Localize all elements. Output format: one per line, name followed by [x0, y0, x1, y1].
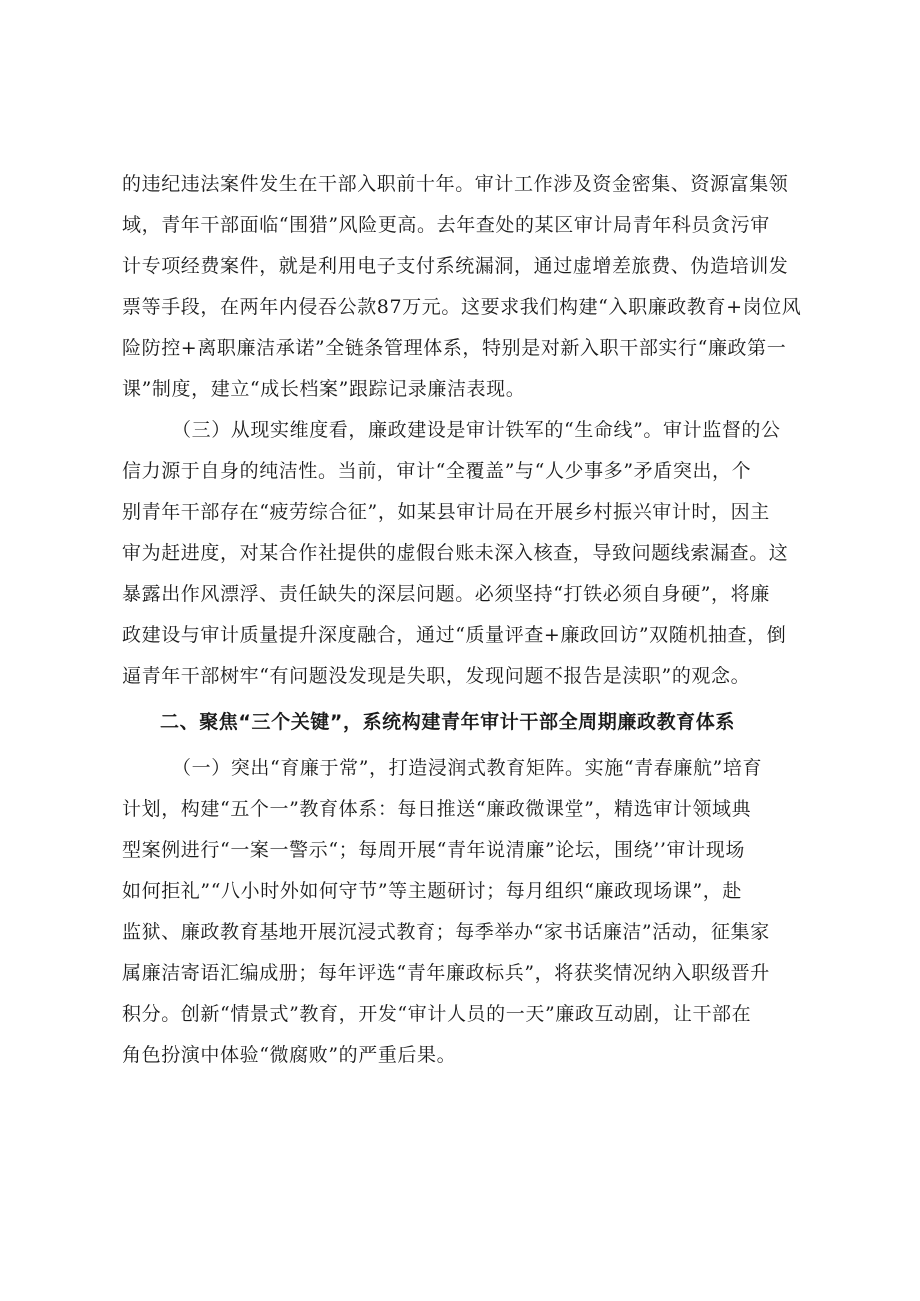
paragraph2-line: 政建设与审计质量提升深度融合，通过“质量评查+廉政回访”双随机抽查，倒 [122, 624, 787, 646]
paragraph2-line: （三）从现实维度看，廉政建设是审计铁军的“生命线”。审计监督的公 [172, 419, 781, 441]
paragraph1-line: 险防控+离职廉洁承诺”全链条管理体系，特别是对新入职干部实行“廉政第一 [122, 337, 787, 359]
paragraph3-line: 如何拒礼”“八小时外如何守节”等主题研讨；每月组织“廉政现场课”，赴 [122, 880, 742, 902]
section-heading: 二、聚焦“三个关键”，系统构建青年审计干部全周期廉政教育体系 [160, 711, 735, 733]
paragraph3-line: （一）突出“育廉于常”，打造浸润式教育矩阵。实施“青春廉航”培育 [172, 757, 763, 779]
paragraph1-line: 课”制度，建立“成长档案”跟踪记录廉洁表现。 [122, 378, 526, 400]
paragraph3-line: 属廉洁寄语汇编成册；每年评选“青年廉政标兵”，将获奖情况纳入职级晋升 [122, 962, 770, 984]
paragraph1-line: 票等手段，在两年内侵吞公款87万元。这要求我们构建“入职廉政教育+岗位风 [122, 296, 802, 318]
paragraph1-line: 域，青年干部面临“围猎”风险更高。去年查处的某区审计局青年科员贪污审 [122, 214, 770, 236]
paragraph3-line: 积分。创新“情景式”教育，开发“审计人员的一天”廉政互动剧，让干部在 [122, 1003, 752, 1025]
paragraph2-line: 审为赶进度，对某合作社提供的虚假台账未深入核查，导致问题线索漏查。这 [122, 542, 789, 564]
paragraph3-line: 型案例进行“一案一警示“；每周开展“青年说清廉”论坛，围绕’’审计现场 [122, 839, 745, 861]
paragraph1-line: 的违纪违法案件发生在干部入职前十年。审计工作涉及资金密集、资源富集领 [122, 173, 789, 195]
paragraph1-line: 计专项经费案件，就是利用电子支付系统漏洞，通过虚增差旅费、伪造培训发 [122, 255, 789, 277]
paragraph3-line: 角色扮演中体验“微腐败”的严重后果。 [122, 1044, 457, 1066]
paragraph2-line: 逼青年干部树牢“有问题没发现是失职，发现问题不报告是渎职”的观念。 [122, 665, 751, 687]
paragraph2-line: 别青年干部存在“疲劳综合征”，如某县审计局在开展乡村振兴审计时，因主 [122, 501, 770, 523]
paragraph3-line: 监狱、廉政教育基地开展沉浸式教育；每季举办“家书话廉洁”活动，征集家 [122, 921, 770, 943]
paragraph2-line: 暴露出作风漂浮、责任缺失的深层问题。必须坚持“打铁必须自身硬”，将廉 [122, 583, 770, 605]
paragraph3-line: 计划，构建“五个一”教育体系：每日推送“廉政微课堂”，精选审计领域典 [122, 798, 752, 820]
paragraph2-line: 信力源于自身的纯洁性。当前，审计“全覆盖”与“人少事多”矛盾突出，个 [122, 460, 752, 482]
